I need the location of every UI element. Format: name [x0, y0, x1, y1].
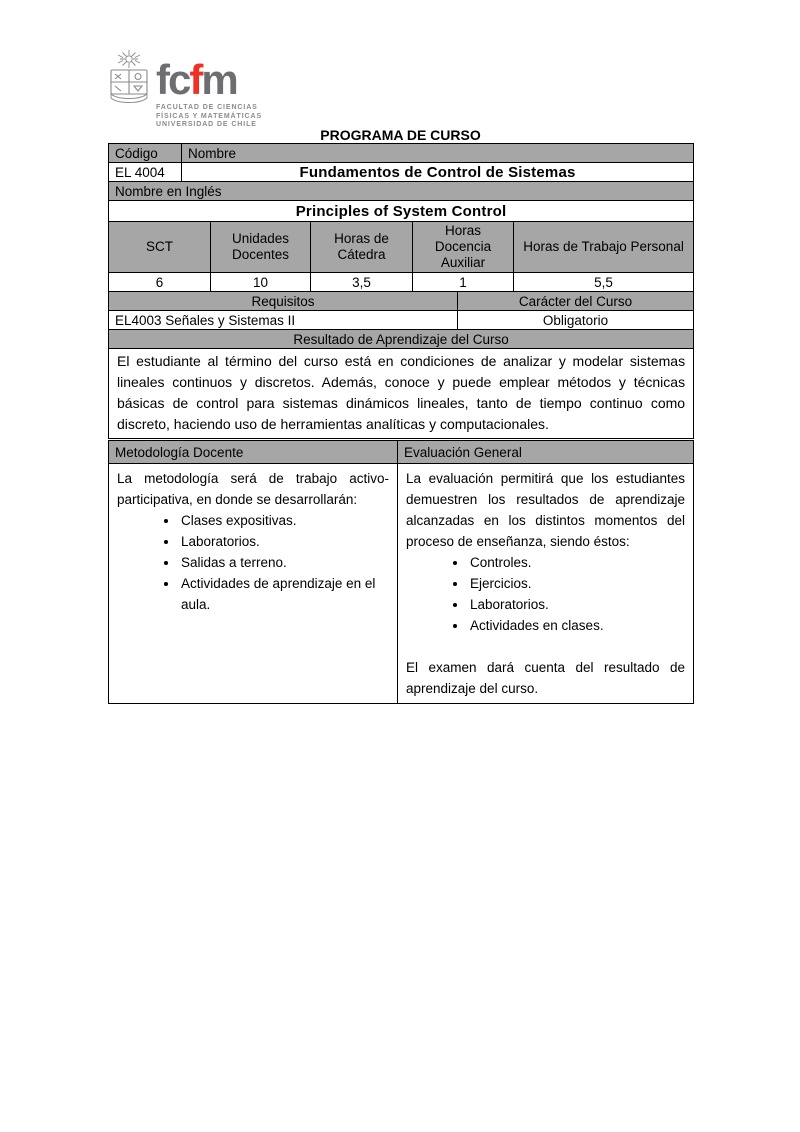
methodology-evaluation-table: [108, 440, 694, 704]
evaluation-bullet: • Laboratorios.: [468, 594, 685, 615]
character-label-cell: Carácter del Curso: [458, 292, 694, 311]
crest-starburst: [118, 50, 140, 68]
credits-value-unidades-docentes: 10: [211, 273, 311, 292]
methodology-cell: [109, 464, 398, 704]
page-title: PROGRAMA DE CURSO: [320, 127, 481, 143]
requirements-label-cell: Requisitos: [109, 292, 458, 311]
english-name-value-row: [109, 201, 694, 222]
course-character: Obligatorio: [458, 311, 694, 330]
crest-shield: [111, 70, 147, 103]
fcfm-wordmark: [156, 56, 262, 103]
methodology-bullet-list: [117, 510, 389, 615]
name-label-cell: Nombre: [182, 144, 694, 163]
credits-value-sct: 6: [109, 273, 211, 292]
logo-caption: [156, 104, 262, 130]
methodology-label-cell: Metodología Docente: [109, 441, 398, 464]
credits-values-row: [109, 273, 694, 292]
evaluation-cell: [398, 464, 694, 704]
course-name: Fundamentos de Control de Sistemas: [182, 163, 694, 182]
course-code: EL 4004: [109, 163, 182, 182]
logo-caption-line2: FÍSICAS Y MATEMÁTICAS: [156, 112, 263, 120]
methodology-bullet: • Laboratorios.: [179, 531, 389, 552]
evaluation-label-cell: Evaluación General: [398, 441, 694, 464]
credits-value-horas-trabajo-personal: 5,5: [514, 273, 694, 292]
logo-caption-line1: FACULTAD DE CIENCIAS: [156, 104, 258, 111]
university-crest-icon: [106, 48, 152, 108]
evaluation-bullet: • Ejercicios.: [468, 573, 685, 594]
brand-m: m: [201, 56, 237, 103]
evaluation-closing: El examen dará cuenta del resultado de aprendizaje del curso.: [406, 660, 685, 696]
brand-fc: fc: [156, 56, 190, 103]
evaluation-intro: La evaluación permitirá que los estudiantes demuestren los resultados de aprendizaje alcanzadas en los distintos momentos del proceso de enseñanza, siendo éstos:: [406, 471, 685, 549]
logo-text-block: [156, 46, 262, 130]
methodology-evaluation-body-row: [109, 464, 694, 704]
credits-header-horas-catedra: Horas de Cátedra: [311, 222, 413, 273]
learning-outcome-text: El estudiante al término del curso está en condiciones de analizar y modelar sistemas lineales continuos y discretos. Además, conoce y puede emplear métodos y técnicas básicas de control para sistemas dinámicos lineales, tanto de tiempo continuo como discreto, haciendo uso de herramientas analíticas y computacionales.: [109, 349, 694, 439]
learning-outcome-label-cell: Resultado de Aprendizaje del Curso: [109, 330, 694, 349]
learning-outcome-row: [109, 349, 694, 439]
evaluation-bullet-list: [406, 552, 685, 636]
credits-header-row: [109, 222, 694, 273]
methodology-bullet: • Clases expositivas.: [179, 510, 389, 531]
methodology-bullet: • Salidas a terreno.: [179, 552, 389, 573]
evaluation-bullet: • Controles.: [468, 552, 685, 573]
english-name-label-cell: Nombre en Inglés: [109, 182, 694, 201]
evaluation-bullet: • Actividades en clases.: [468, 615, 685, 636]
course-english-name: Principles of System Control: [109, 201, 694, 222]
credits-header-sct: SCT: [109, 222, 211, 273]
course-info-table: [108, 143, 694, 439]
code-name-header-row: [109, 144, 694, 163]
credits-header-unidades-docentes: Unidades Docentes: [211, 222, 311, 273]
brand-f-red: f: [189, 56, 202, 103]
fcfm-logo: [106, 46, 262, 130]
code-label-cell: Código: [109, 144, 182, 163]
logo-caption-line3: UNIVERSIDAD DE CHILE: [156, 121, 257, 128]
methodology-bullet: • Actividades de aprendizaje en el aula.: [179, 573, 389, 615]
credits-header-horas-trabajo-personal: Horas de Trabajo Personal: [514, 222, 694, 273]
requirements-value-row: [109, 311, 694, 330]
code-name-value-row: [109, 163, 694, 182]
credits-value-horas-docencia-auxiliar: 1: [413, 273, 514, 292]
methodology-evaluation-header-row: [109, 441, 694, 464]
credits-header-horas-docencia-auxiliar: Horas Docencia Auxiliar: [413, 222, 514, 273]
english-name-header-row: [109, 182, 694, 201]
course-requirements: EL4003 Señales y Sistemas II: [109, 311, 458, 330]
requirements-header-row: [109, 292, 694, 311]
methodology-intro: La metodología será de trabajo activo-participativa, en donde se desarrollarán:: [117, 471, 389, 507]
credits-value-horas-catedra: 3,5: [311, 273, 413, 292]
learning-outcome-header-row: [109, 330, 694, 349]
